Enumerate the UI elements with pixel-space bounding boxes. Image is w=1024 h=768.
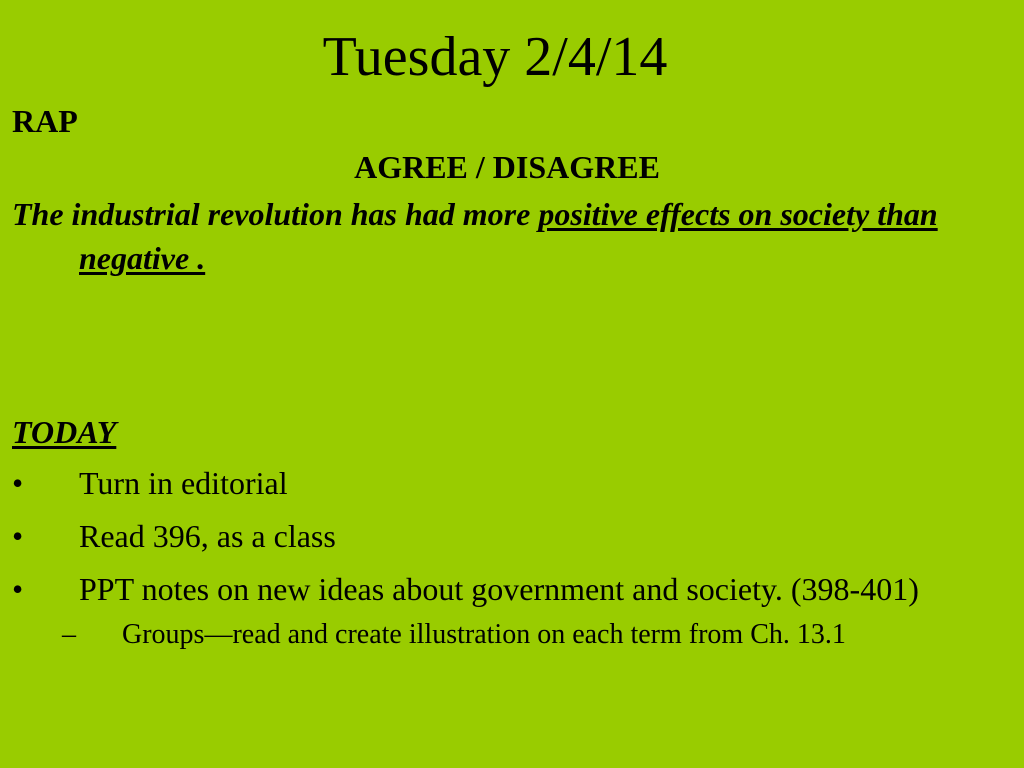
bullet-icon: • (12, 465, 24, 501)
bullet-text: Turn in editorial (79, 465, 288, 501)
bullet-item (12, 514, 1012, 558)
bullet-icon: • (12, 571, 24, 607)
bullet-text: PPT notes on new ideas about government and society. (398-401) (79, 571, 919, 607)
bullet-icon: • (12, 518, 24, 554)
dash-icon: – (62, 619, 76, 650)
sub-bullet-item (12, 615, 1012, 655)
statement-text: The industrial revolution has had more (12, 196, 539, 232)
bullet-item (12, 567, 1012, 611)
statement-underlined-text: positive effects on society than negative . (79, 196, 938, 276)
bullet-item (12, 461, 1012, 505)
today-heading: TODAY (12, 414, 117, 450)
agree-disagree-line: AGREE / DISAGREE (354, 149, 660, 185)
sub-bullet-text: Groups—read and create illustration on each term from Ch. 13.1 (122, 619, 846, 650)
slide-body (12, 98, 1012, 655)
spacer (12, 280, 1012, 412)
slide-title: Tuesday 2/4/14 (322, 26, 668, 88)
rap-heading: RAP (12, 103, 78, 139)
rap-statement (12, 192, 1012, 280)
bullet-text: Read 396, as a class (79, 518, 336, 554)
